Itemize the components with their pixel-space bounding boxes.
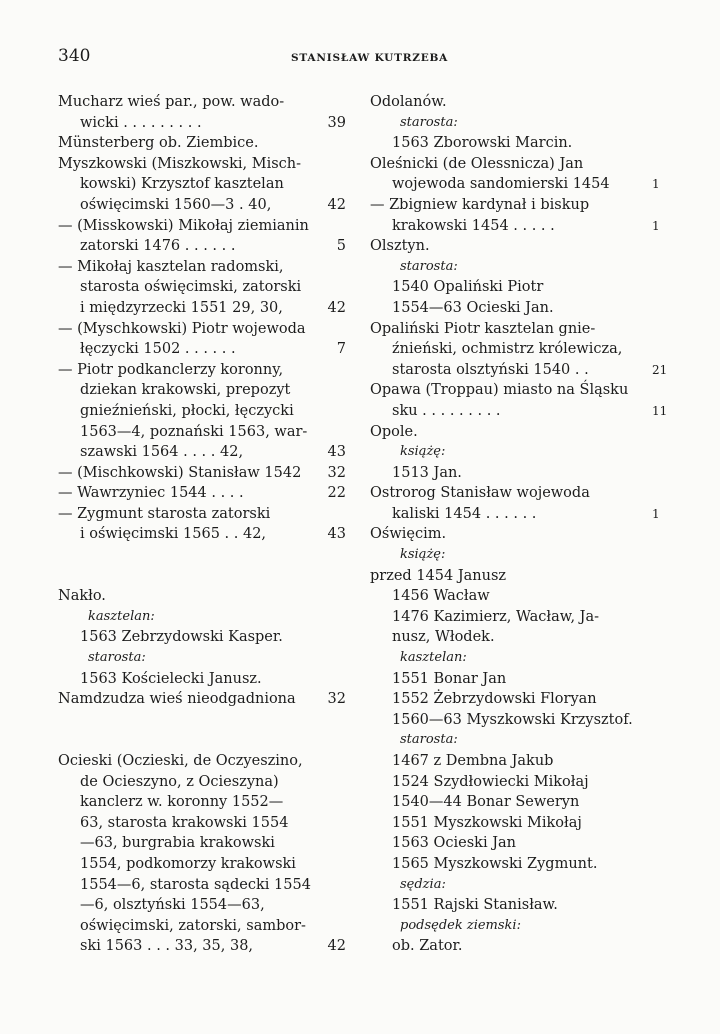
index-line	[58, 277, 346, 298]
index-line	[370, 422, 670, 443]
page-reference: 1	[652, 218, 660, 233]
index-text: starosta:	[400, 732, 458, 748]
index-line	[58, 195, 346, 216]
index-text: i międzyrzecki 1551 29, 30,	[80, 299, 283, 316]
index-line	[58, 586, 346, 607]
index-line	[370, 154, 670, 175]
page-reference: 22	[327, 485, 346, 502]
index-text: wicki . . . . . . . . .	[80, 114, 202, 131]
index-line	[58, 545, 346, 566]
index-text: — Zbigniew kardynał i biskup	[370, 196, 590, 213]
right-column	[370, 92, 670, 957]
running-head: STANISŁAW KUTRZEBA	[291, 52, 449, 64]
index-line	[370, 751, 670, 772]
index-line	[58, 524, 346, 545]
index-line	[58, 422, 346, 443]
index-text: sku . . . . . . . . .	[392, 402, 501, 419]
index-line	[58, 936, 346, 957]
index-line	[58, 627, 346, 648]
index-line	[58, 813, 346, 834]
index-text: —63, burgrabia krakowski	[80, 835, 275, 852]
index-line	[370, 92, 670, 113]
index-text: 1476 Kazimierz, Wacław, Ja-	[392, 608, 600, 625]
index-text: szawski 1564 . . . . 42,	[80, 444, 244, 461]
index-text: przed 1454 Janusz	[370, 567, 507, 584]
index-text: ski 1563 . . . 33, 35, 38,	[80, 938, 254, 955]
index-text: — (Misskowski) Mikołaj ziemianin	[58, 217, 309, 234]
index-text: 1554, podkomorzy krakowski	[80, 855, 296, 872]
index-line	[370, 195, 670, 216]
index-line	[58, 319, 346, 340]
page-number: 340	[58, 46, 91, 66]
index-line	[58, 154, 346, 175]
index-line	[58, 339, 346, 360]
index-text: — Mikołaj kasztelan radomski,	[58, 258, 284, 275]
index-line	[58, 792, 346, 813]
index-text: 1551 Myszkowski Mikołaj	[392, 814, 582, 831]
page-reference: 32	[327, 464, 346, 481]
index-text: starosta:	[400, 258, 458, 274]
index-text: starosta oświęcimski, zatorski	[80, 279, 302, 296]
index-line	[58, 607, 346, 628]
index-line	[58, 710, 346, 731]
index-text: 1563 Ocieski Jan	[392, 835, 517, 852]
index-text: Ostrorog Stanisław wojewoda	[370, 485, 590, 502]
index-line	[370, 380, 670, 401]
index-line	[58, 360, 346, 381]
index-text: starosta:	[88, 650, 146, 666]
index-text: 1551 Rajski Stanisław.	[392, 897, 558, 914]
index-text: kanclerz w. koronny 1552—	[80, 794, 284, 811]
index-text: 1551 Bonar Jan	[392, 670, 507, 687]
index-line	[370, 257, 670, 278]
index-text: 1554—6, starosta sądecki 1554	[80, 876, 311, 893]
index-text: oświęcimski, zatorski, sambor-	[80, 917, 306, 934]
page-reference: 42	[327, 299, 346, 316]
index-text: Opawa (Troppau) miasto na Śląsku	[370, 382, 629, 399]
index-line	[58, 875, 346, 896]
index-text: Namdzudza wieś nieodgadniona	[58, 691, 296, 708]
index-text: źnieński, ochmistrz królewicza,	[392, 341, 623, 358]
index-line	[370, 483, 670, 504]
index-text: Myszkowski (Miszkowski, Misch-	[58, 155, 302, 172]
index-line	[370, 545, 670, 566]
index-line	[370, 236, 670, 257]
index-text: 1540—44 Bonar Seweryn	[392, 794, 580, 811]
index-text: Opole.	[370, 423, 418, 440]
index-line	[58, 566, 346, 587]
index-line	[370, 669, 670, 690]
index-text: starosta:	[400, 114, 458, 130]
index-line	[58, 298, 346, 319]
index-text: 1563 Zebrzydowski Kasper.	[80, 629, 283, 646]
index-text: — Zygmunt starosta zatorski	[58, 505, 271, 522]
index-text: książę:	[400, 444, 446, 460]
index-text: 1563—4, poznański 1563, war-	[80, 423, 308, 440]
index-line	[370, 730, 670, 751]
page-reference: 11	[652, 403, 668, 418]
index-text: 1524 Szydłowiecki Mikołaj	[392, 773, 589, 790]
index-line	[370, 524, 670, 545]
index-text: starosta olsztyński 1540 . .	[392, 361, 589, 378]
index-text: Ocieski (Oczieski, de Oczyeszino,	[58, 753, 303, 769]
index-text: 63, starosta krakowski 1554	[80, 814, 289, 831]
index-line	[58, 916, 346, 937]
index-line	[370, 586, 670, 607]
index-text: gnieźnieński, płocki, łęczycki	[80, 402, 294, 419]
index-text: Nakło.	[58, 588, 106, 605]
index-line	[370, 854, 670, 875]
index-line	[370, 607, 670, 628]
index-line	[370, 216, 670, 237]
page-reference: 43	[327, 526, 346, 543]
index-line	[370, 916, 670, 937]
index-line	[58, 463, 346, 484]
index-text: nusz, Włodek.	[392, 629, 495, 646]
index-line	[58, 401, 346, 422]
index-text: Odolanów.	[370, 94, 447, 110]
index-line	[370, 875, 670, 896]
index-text: kasztelan:	[88, 608, 155, 624]
index-line	[370, 133, 670, 154]
page-reference: 39	[327, 114, 346, 131]
index-line	[58, 751, 346, 772]
index-line	[370, 174, 670, 195]
page-reference: 7	[336, 341, 346, 358]
index-text: 1560—63 Myszkowski Krzysztof.	[392, 711, 633, 728]
index-line	[370, 442, 670, 463]
index-line	[370, 833, 670, 854]
index-line	[58, 257, 346, 278]
index-text: Oleśnicki (de Olessnicza) Jan	[370, 155, 584, 172]
index-line	[370, 339, 670, 360]
index-text: kowski) Krzysztof kasztelan	[80, 176, 284, 193]
index-text: Münsterberg ob. Ziembice.	[58, 135, 259, 152]
index-line	[58, 504, 346, 525]
index-line	[58, 442, 346, 463]
index-text: krakowski 1454 . . . . .	[392, 217, 555, 234]
page-reference: 42	[327, 196, 346, 213]
index-line	[370, 463, 670, 484]
index-text: 1565 Myszkowski Zygmunt.	[392, 855, 598, 872]
index-line	[58, 833, 346, 854]
index-text: Mucharz wieś par., pow. wado-	[58, 94, 285, 110]
index-line	[370, 113, 670, 134]
index-text: de Ocieszyno, z Ocieszyna)	[80, 773, 279, 790]
index-line	[58, 689, 346, 710]
index-line	[370, 895, 670, 916]
index-line	[370, 277, 670, 298]
index-line	[58, 236, 346, 257]
index-text: 1552 Żebrzydowski Floryan	[392, 691, 597, 708]
index-text: kasztelan:	[400, 650, 467, 666]
index-text: 1513 Jan.	[392, 464, 462, 481]
index-text: dziekan krakowski, prepozyt	[80, 382, 291, 399]
index-line	[58, 174, 346, 195]
index-line	[370, 648, 670, 669]
index-line	[370, 566, 670, 587]
index-line	[370, 401, 670, 422]
index-line	[58, 895, 346, 916]
index-text: 1563 Zborowski Marcin.	[392, 135, 573, 152]
index-line	[370, 627, 670, 648]
index-text: 1554—63 Ocieski Jan.	[392, 299, 554, 316]
index-text: 1540 Opaliński Piotr	[392, 279, 544, 296]
index-line	[370, 936, 670, 957]
index-text: łęczycki 1502 . . . . . .	[80, 341, 236, 358]
index-line	[370, 792, 670, 813]
index-text: — Wawrzyniec 1544 . . . .	[58, 485, 244, 502]
index-line	[370, 319, 670, 340]
index-line	[370, 360, 670, 381]
index-text: Olsztyn.	[370, 238, 430, 255]
page-reference: 43	[327, 444, 346, 461]
index-text: — Piotr podkanclerzy koronny,	[58, 361, 284, 378]
page-reference: 32	[327, 691, 346, 708]
index-line	[58, 648, 346, 669]
index-line	[58, 854, 346, 875]
index-line	[58, 92, 346, 113]
index-line	[370, 504, 670, 525]
index-line	[370, 298, 670, 319]
index-text: — (Mischkowski) Stanisław 1542	[58, 464, 302, 481]
left-column	[58, 92, 346, 957]
index-text: Oświęcim.	[370, 526, 447, 543]
page-reference: 1	[652, 177, 660, 192]
index-line	[58, 380, 346, 401]
index-text: i oświęcimski 1565 . . 42,	[80, 526, 267, 543]
index-text: wojewoda sandomierski 1454	[392, 176, 610, 193]
index-text: podsędek ziemski:	[400, 917, 521, 933]
page-reference: 1	[652, 506, 660, 521]
index-line	[58, 483, 346, 504]
index-line	[58, 216, 346, 237]
index-text: 1563 Kościelecki Janusz.	[80, 670, 262, 687]
index-line	[58, 669, 346, 690]
index-line	[370, 689, 670, 710]
index-text: książę:	[400, 547, 446, 563]
index-text: ob. Zator.	[392, 938, 463, 955]
index-text: 1456 Wacław	[392, 588, 490, 605]
index-text: sędzia:	[400, 876, 446, 892]
index-line	[58, 113, 346, 134]
page-reference: 21	[652, 362, 668, 377]
page-reference: 42	[327, 938, 346, 955]
index-text: — (Myschkowski) Piotr wojewoda	[58, 320, 306, 337]
index-text: —6, olsztyński 1554—63,	[80, 897, 265, 914]
index-text: Opaliński Piotr kasztelan gnie-	[370, 320, 596, 337]
page-reference: 5	[336, 238, 346, 255]
index-text: oświęcimski 1560—3 . 40,	[80, 196, 272, 213]
index-line	[58, 133, 346, 154]
index-line	[370, 710, 670, 731]
index-line	[370, 772, 670, 793]
index-text: 1467 z Dembna Jakub	[392, 753, 554, 769]
index-line	[58, 772, 346, 793]
index-text: zatorski 1476 . . . . . .	[80, 238, 236, 255]
index-line	[370, 813, 670, 834]
index-line	[58, 730, 346, 751]
index-text: kaliski 1454 . . . . . .	[392, 505, 537, 522]
